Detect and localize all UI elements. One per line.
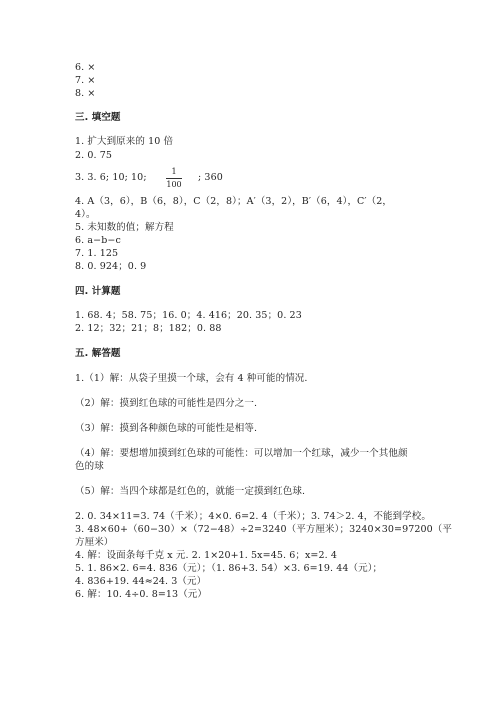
answer-line: 8. 0. 924；0. 9	[75, 261, 147, 272]
fraction	[166, 167, 182, 190]
fraction-numerator: 1	[171, 167, 177, 176]
answer-line: 7. 1. 125	[75, 248, 119, 259]
answer-line: （4）解：要想增加摸到红色球的可能性：可以增加一个红球，减少一个其他颜	[75, 448, 408, 459]
answer-line: 4. 解：设面条每千克 x 元. 2. 1×20+1. 5x=45. 6；x=2. 4	[75, 550, 338, 561]
answer-line: 7. ×	[75, 75, 96, 86]
answer-line: 6. 解：10. 4÷0. 8=13（元）	[75, 589, 207, 600]
answer-line: 4. A（3，6），B（6，8），C（2，8）；A′（3，2），B′（6，4），C′（2，	[75, 196, 393, 207]
answer-line: （5）解：当四个球都是红色的，就能一定摸到红色球.	[75, 486, 306, 497]
answer-line: 1. 68. 4；58. 75；16. 0；4. 416；20. 35；0. 23	[75, 310, 302, 321]
answer-line: 色的球	[75, 461, 104, 472]
answer-line: 1.（1）解：从袋子里摸一个球，会有 4 种可能的情况.	[75, 373, 308, 384]
answer-line: 3. 48×60+（60−30）×（72−48）÷2=3240（平方厘米）；3240×30=97200（平	[75, 524, 453, 535]
answer-line: 5. 1. 86×2. 6=4. 836（元）；（1. 86+3. 54）×3. 6=19. 44（元）；	[75, 563, 383, 574]
answer-line: 方厘米）	[75, 537, 114, 548]
answer-line: 2. 12；32；21；8；182；0. 88	[75, 323, 222, 334]
answer-line: 1. 扩大到原来的 10 倍	[75, 136, 174, 147]
answer-line: 3. 3. 6; 10; 10;	[75, 172, 147, 183]
answer-line: 2. 0. 34×11=3. 74（千米）；4×0. 6=2. 4（千米）；3. 74＞2. 4，不能到学校。	[75, 511, 431, 522]
section-heading-solutions: 五. 解答题	[75, 348, 121, 359]
answer-line: （2）解：摸到红色球的可能性是四分之一.	[75, 398, 258, 409]
answer-line: 5. 未知数的值；解方程	[75, 222, 174, 233]
answer-line: 2. 0. 75	[75, 150, 113, 161]
answer-line: 8. ×	[75, 88, 96, 99]
answer-line: 4. 836+19. 44≈24. 3（元）	[75, 576, 207, 587]
section-heading-calculation: 四. 计算题	[75, 286, 121, 297]
answer-line: 6. a−b−c	[75, 235, 121, 246]
answer-line: （3）解：摸到各种颜色球的可能性是相等.	[75, 423, 258, 434]
fraction-denominator: 100	[166, 180, 182, 189]
fraction-bar	[166, 178, 182, 179]
answer-line: 6. ×	[75, 62, 96, 73]
answer-line: 4）。	[75, 209, 96, 220]
section-heading-fill-blank: 三. 填空题	[75, 112, 121, 123]
answer-line: ; 360	[198, 172, 223, 183]
